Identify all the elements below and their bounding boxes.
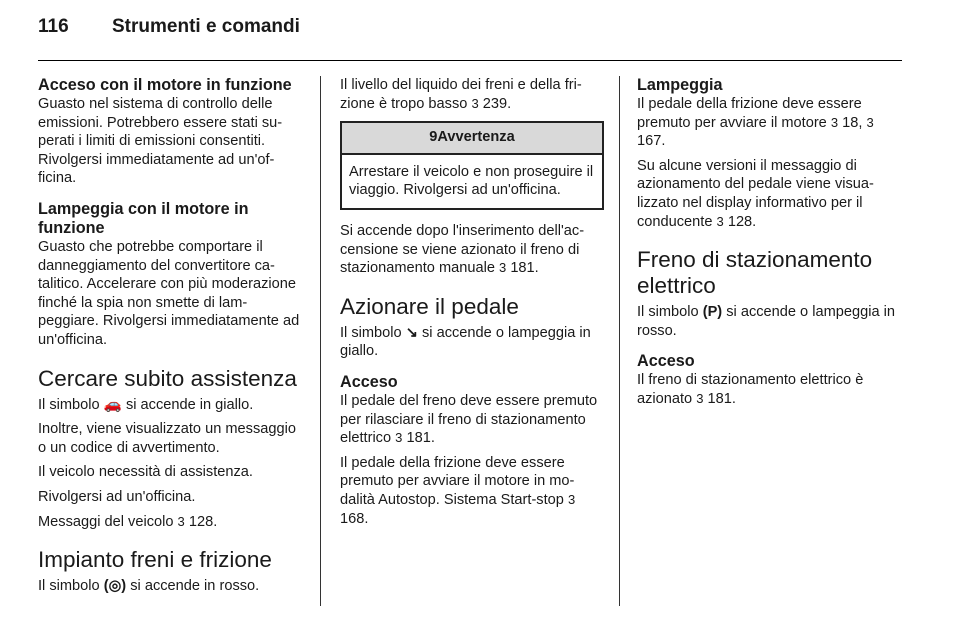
- paragraph-freno-azionato: Il freno di stazionamento elettrico è azionato 3 181.: [637, 372, 864, 407]
- column-3: [637, 76, 903, 415]
- paragraph-rivolgersi: Rivolgersi ad un'officina.: [38, 488, 196, 505]
- heading-acceso-motore: Acceso con il motore in funzione: [38, 76, 292, 94]
- paragraph-guasto-controllo: Guasto nel sistema di controllo delle emissioni. Potrebbero essere stati superati i limiti di emissioni consentiti. Rivolgersi immediatamente ad un'officina.: [38, 96, 283, 187]
- reference-arrow-icon: 3: [471, 95, 479, 111]
- brake-warning-icon: (◎): [103, 578, 127, 595]
- paragraph-simbolo-rosso: Il simbolo (◎) si accende in rosso.: [38, 578, 260, 595]
- reference-arrow-icon: 3: [177, 513, 185, 529]
- heading-lampeggia: Lampeggia: [637, 76, 723, 94]
- column-1: [38, 76, 302, 602]
- warning-icon: 9: [429, 129, 438, 146]
- reference-arrow-icon: 3: [499, 260, 507, 276]
- pedal-icon: ↘: [405, 324, 418, 341]
- paragraph-messaggi: Messaggi del veicolo 3 128.: [38, 513, 218, 530]
- paragraph-veicolo-necessita: Il veicolo necessità di assistenza.: [38, 464, 253, 481]
- paragraph-pedale-frizione: Il pedale della frizione deve essere premuto per avviare il motore in modalità Autostop. Sistema Start-stop 3 168.: [340, 454, 576, 527]
- warning-title: Avvertenza: [437, 129, 515, 146]
- paragraph-inoltre: Inoltre, viene visualizzato un messaggio o un codice di avvertimento.: [38, 421, 296, 456]
- paragraph-simbolo-giallo: Il simbolo 🚗 si accende in giallo.: [38, 396, 254, 413]
- heading-freno-stazionamento: Freno di stazionamento elettrico: [637, 247, 873, 299]
- column-divider-1: [320, 76, 321, 606]
- page-number: 116: [38, 16, 69, 37]
- reference-arrow-icon: 3: [866, 114, 874, 130]
- reference-arrow-icon: 3: [567, 491, 576, 507]
- paragraph-alcune-versioni: Su alcune versioni il messaggio di azionamento del pedale viene visualizzato nel display informativo per il conducente 3 128.: [637, 157, 874, 230]
- car-wrench-icon: 🚗: [103, 396, 122, 413]
- warning-box: [340, 121, 604, 210]
- reference-arrow-icon: 3: [716, 213, 724, 229]
- heading-acceso: Acceso: [340, 372, 398, 391]
- paragraph-freno-simbolo: Il simbolo (P) si accende o lampeggia in rosso.: [637, 304, 895, 339]
- paragraph-livello-liquido: Il livello del liquido dei freni e della frizione è tropo basso 3 239.: [340, 77, 582, 112]
- warning-box-header: [342, 123, 602, 155]
- heading-cercare-assistenza: Cercare subito assistenza: [38, 365, 297, 391]
- heading-acceso-freno: Acceso: [637, 352, 695, 371]
- paragraph-pedale-freno: Il pedale del freno deve essere premuto per rilasciare il freno di stazionamento elettrico 3 181.: [340, 392, 598, 447]
- column-divider-2: [619, 76, 620, 606]
- page-title: Strumenti e comandi: [112, 16, 300, 37]
- reference-arrow-icon: 3: [696, 390, 704, 406]
- column-2: [340, 76, 604, 534]
- warning-text: Arrestare il veicolo e non proseguire il viaggio. Rivolgersi ad un'officina.: [349, 163, 594, 199]
- paragraph-frizione-avvio: Il pedale della frizione deve essere premuto per avviare il motore 3 18, 3 167.: [637, 96, 874, 150]
- reference-arrow-icon: 3: [830, 114, 839, 130]
- paragraph-guasto-convertitore: Guasto che potrebbe comportare il danneggiamento del convertitore catalitico. Accelerare con più moderazione finché la spia non smette di lampeggiare. Rivolgersi immediatamente ad un'officina.: [38, 238, 300, 348]
- paragraph-si-accende: Si accende dopo l'inserimento dell'accensione se viene azionato il freno di stazionamento manuale 3 181.: [340, 222, 585, 277]
- page-header: [38, 16, 300, 38]
- heading-impianto-freni: Impianto freni e frizione: [38, 547, 272, 573]
- header-rule: [38, 60, 902, 61]
- heading-lampeggia-motore: Lampeggia con il motore in funzione: [38, 199, 249, 237]
- reference-arrow-icon: 3: [395, 430, 403, 446]
- parking-brake-icon: (P): [702, 304, 723, 321]
- paragraph-azionare: Il simbolo ↘ si accende o lampeggia in giallo.: [340, 324, 591, 360]
- heading-azionare-pedale: Azionare il pedale: [340, 293, 519, 319]
